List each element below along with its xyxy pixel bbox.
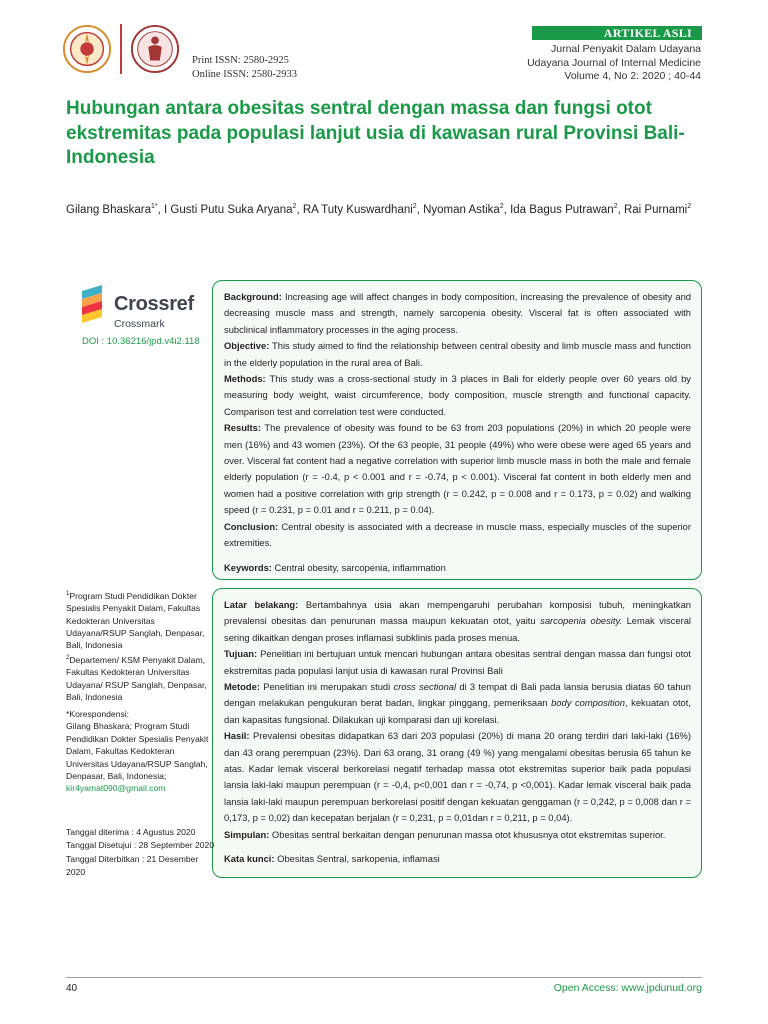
section-text-italic: sarcopenia obesity. bbox=[540, 615, 623, 627]
journal-name-id: Jurnal Penyakit Dalam Udayana bbox=[551, 43, 701, 55]
abstrak-tujuan bbox=[224, 646, 691, 679]
abstract-indonesian bbox=[212, 588, 702, 878]
journal-name-en: Udayana Journal of Internal Medicine bbox=[527, 56, 701, 69]
author-name: , Nyoman Astika bbox=[416, 203, 500, 216]
section-text: di 3 tempat di Bali pada lansia berusia diatas 60 tahun dengan melakukan pengukuran berat badan, lingkar pinggang, pemeriksaan bbox=[224, 681, 691, 709]
author-affil-mark: 2 bbox=[499, 203, 504, 210]
crossref-logo-icon bbox=[80, 283, 112, 325]
section-label: Methods: bbox=[224, 373, 266, 385]
section-text: Lemak visceral sering dikaitkan dengan proses inflamasi subklinis pada proses menua. bbox=[224, 615, 691, 643]
section-label: Tujuan: bbox=[224, 648, 258, 660]
crossref-name: Crossref bbox=[114, 293, 194, 315]
abstract-results bbox=[224, 420, 691, 518]
logo-divider bbox=[120, 24, 122, 74]
abstract-english bbox=[212, 280, 702, 580]
author-affil-mark: 2 bbox=[613, 203, 618, 210]
print-issn: Print ISSN: 2580-2925 bbox=[192, 55, 289, 66]
author-affil-mark: 2 bbox=[687, 203, 692, 210]
section-label: Conclusion: bbox=[224, 520, 279, 532]
section-text: Penelitian ini merupakan studi bbox=[259, 681, 394, 693]
correspondence-label: *Korespondensi: bbox=[66, 709, 130, 719]
author-affil-mark: 2 bbox=[412, 203, 417, 210]
section-text: , kekuatan otot, dan kapasitas fungsional. Dilakukan uji komparasi dan uji korelasi. bbox=[224, 697, 691, 725]
abstrak-latar-belakang bbox=[224, 597, 691, 646]
section-text: Central obesity, sarcopenia, inflammation bbox=[271, 561, 446, 573]
affiliation-2 bbox=[66, 652, 212, 703]
footer-divider bbox=[66, 977, 702, 978]
date-received: Tanggal diterima : 4 Agustus 2020 bbox=[66, 827, 196, 837]
section-label: Results: bbox=[224, 422, 261, 434]
affil-text: Departemen/ KSM Penyakit Dalam, Fakultas Kedokteran Universitas Udayana/ RSUP Sanglah, Denpasar, Bali, Indonesia bbox=[66, 654, 207, 702]
abstrak-kata-kunci bbox=[224, 851, 691, 867]
author-name: , I Gusti Putu Suka Aryana bbox=[157, 203, 293, 216]
abstrak-metode bbox=[224, 679, 691, 728]
page-number: 40 bbox=[66, 983, 78, 994]
correspondence bbox=[66, 708, 212, 795]
journal-info bbox=[527, 43, 701, 84]
author-affil-mark: 2 bbox=[292, 203, 297, 210]
abstrak-simpulan bbox=[224, 827, 691, 843]
author-list bbox=[66, 198, 706, 219]
issn-block bbox=[192, 54, 297, 82]
article-title: Hubungan antara obesitas sentral dengan massa dan fungsi otot ekstremitas pada populasi lanjut usia di kawasan rural Provinsi Bali-Indonesia bbox=[66, 98, 685, 168]
section-text: Obesitas Sentral, sarkopenia, inflamasi bbox=[274, 853, 440, 865]
crossmark-label: Crossmark bbox=[114, 318, 165, 330]
journal-volume: Volume 4, No 2: 2020 ; 40-44 bbox=[564, 70, 701, 82]
online-issn: Online ISSN: 2580-2933 bbox=[192, 69, 297, 80]
university-seal-icon bbox=[62, 23, 112, 75]
author-affil-mark: 1* bbox=[151, 203, 158, 210]
date-published: Tanggal Diterbitkan : 21 Desember 2020 bbox=[66, 853, 199, 878]
section-text: Prevalensi obesitas didapatkan 63 dari 203 populasi (20%) di mana 20 orang terdiri dari laki-laki (16%) dan 43 orang perempuan (23%). Dari 63 orang, 31 orang (49 %) yang mengalami obesitas berusia 65 tahun ke atas. Kadar lemak visceral berkorelasi negatif terhadap massa otot ekstremitas superior baik pada populasi lansia laki-laki maupun perempuan (r = -0,4, p<0,001 dan r = -0,74, p <0,001). Kadar lemak visceral baik pada lansia laki-laki maupun perempuan berkorelasi positif dengan kekuatan genggaman (r = 0,242, p = 0,008 dan r = 0,173, p = 0,02) dan kecepatan berjalan (r = 0,231, p = 0,01dan r = 0,211, p = 0,04). bbox=[224, 730, 691, 824]
association-seal-icon bbox=[130, 23, 180, 75]
section-text-italic: body composition bbox=[551, 697, 625, 709]
correspondence-email[interactable]: kir4yamat090@gmail.com bbox=[66, 783, 166, 794]
article-type-badge: ARTIKEL ASLI bbox=[532, 26, 702, 40]
section-label: Objective: bbox=[224, 340, 270, 352]
abstract-objective bbox=[224, 338, 691, 371]
author-name: , RA Tuty Kuswardhani bbox=[296, 203, 413, 216]
abstract-keywords bbox=[224, 560, 691, 576]
section-text: Penelitian ini bertujuan untuk mencari hubungan antara obesitas sentral dengan massa dan fungsi otot ekstremitas pada populasi lanjut usia di kawasan rural Provinsi Bali bbox=[224, 648, 691, 676]
section-text: The prevalence of obesity was found to be 63 from 203 populations (20%) in which 20 people were men (16%) and 43 women (23%). Of the 63 people, 31 people (49%) who were obese were aged 65 years and over. Visceral fat content had a negative correlation with superior limb muscle mass in both the male and female elderly population (r = -0.4, p < 0.001 and r = -0.74, p < 0.001). Visceral fat content in both elderly men and women had a positive correlation with grip strength (r = 0.242, p = 0.008 and r = 0.173, p = 0.02) and walking speed (r = 0.231, p = 0.01 and r = 0.211, p = 0.04). bbox=[224, 422, 691, 516]
open-access-link[interactable]: Open Access: www.jpdunud.org bbox=[553, 982, 702, 994]
section-text-italic: cross sectional bbox=[393, 681, 457, 693]
section-text: Increasing age will affect changes in body composition, increasing the prevalence of obesity and decreasing muscle mass and strength, namely sarcopenia obesity. Visceral fat is often associated with subclinical inflammatory processes in the aging process. bbox=[224, 291, 691, 335]
abstrak-hasil bbox=[224, 728, 691, 826]
doi-link[interactable]: DOI : 10.36216/jpd.v4i2.118 bbox=[82, 336, 200, 347]
affil-mark: 2 bbox=[66, 654, 70, 661]
affil-text: Program Studi Pendidikan Dokter Spesialis Penyakit Dalam, Fakultas Kedokteran Universitas Udayana/RSUP Sanglah, Denpasar, Bali, Indonesia bbox=[66, 590, 205, 651]
author-name: , Rai Purnami bbox=[617, 203, 688, 216]
section-label: Background: bbox=[224, 291, 282, 302]
section-text: Obesitas sentral berkaitan dengan penurunan massa otot khususnya otot ekstremitas superior. bbox=[269, 828, 666, 840]
section-label: Simpulan: bbox=[224, 828, 270, 840]
section-text: This study aimed to find the relationship between central obesity and limb muscle mass and function in the elderly population in the rural area of Bali. bbox=[224, 340, 691, 368]
section-label: Hasil: bbox=[224, 730, 250, 742]
section-label: Keywords: bbox=[224, 561, 272, 573]
author-name: , Ida Bagus Putrawan bbox=[503, 203, 614, 216]
section-label: Kata kunci: bbox=[224, 853, 275, 865]
abstract-methods bbox=[224, 371, 691, 420]
affiliations bbox=[66, 588, 212, 703]
section-label: Metode: bbox=[224, 681, 260, 693]
abstract-conclusion bbox=[224, 519, 691, 552]
section-text: Bertambahnya usia akan mempengaruhi perubahan komposisi tubuh, meningkatkan prevalensi obesitas dan penurunan massa maupun kekuatan otot, yaitu bbox=[224, 599, 691, 627]
section-text: This study was a cross-sectional study in 3 places in Bali for elderly people over 60 years old by measuring body weight, waist circumference, body composition, muscle strength and functional capacity. Comparison test and correlation test were conducted. bbox=[224, 373, 691, 417]
date-approved: Tanggal Disetujui : 28 September 2020 bbox=[66, 840, 215, 851]
article-dates bbox=[66, 826, 216, 880]
author-name: Gilang Bhaskara bbox=[66, 203, 152, 216]
abstract-background bbox=[224, 289, 691, 338]
affil-mark: 1 bbox=[66, 591, 70, 597]
header-logos bbox=[62, 20, 180, 78]
section-label: Latar belakang: bbox=[224, 599, 299, 610]
affiliation-1 bbox=[66, 588, 212, 652]
section-text: Central obesity is associated with a decrease in muscle mass, especially muscles of the superior extremities. bbox=[224, 520, 691, 549]
correspondence-text: Gilang Bhaskara; Program Studi Pendidikan Dokter Spesialis Penyakit Dalam, Fakultas Kedokteran Universitas Udayana/RSUP Sanglah, Denpasar, Bali, Indonesia; bbox=[66, 721, 209, 782]
